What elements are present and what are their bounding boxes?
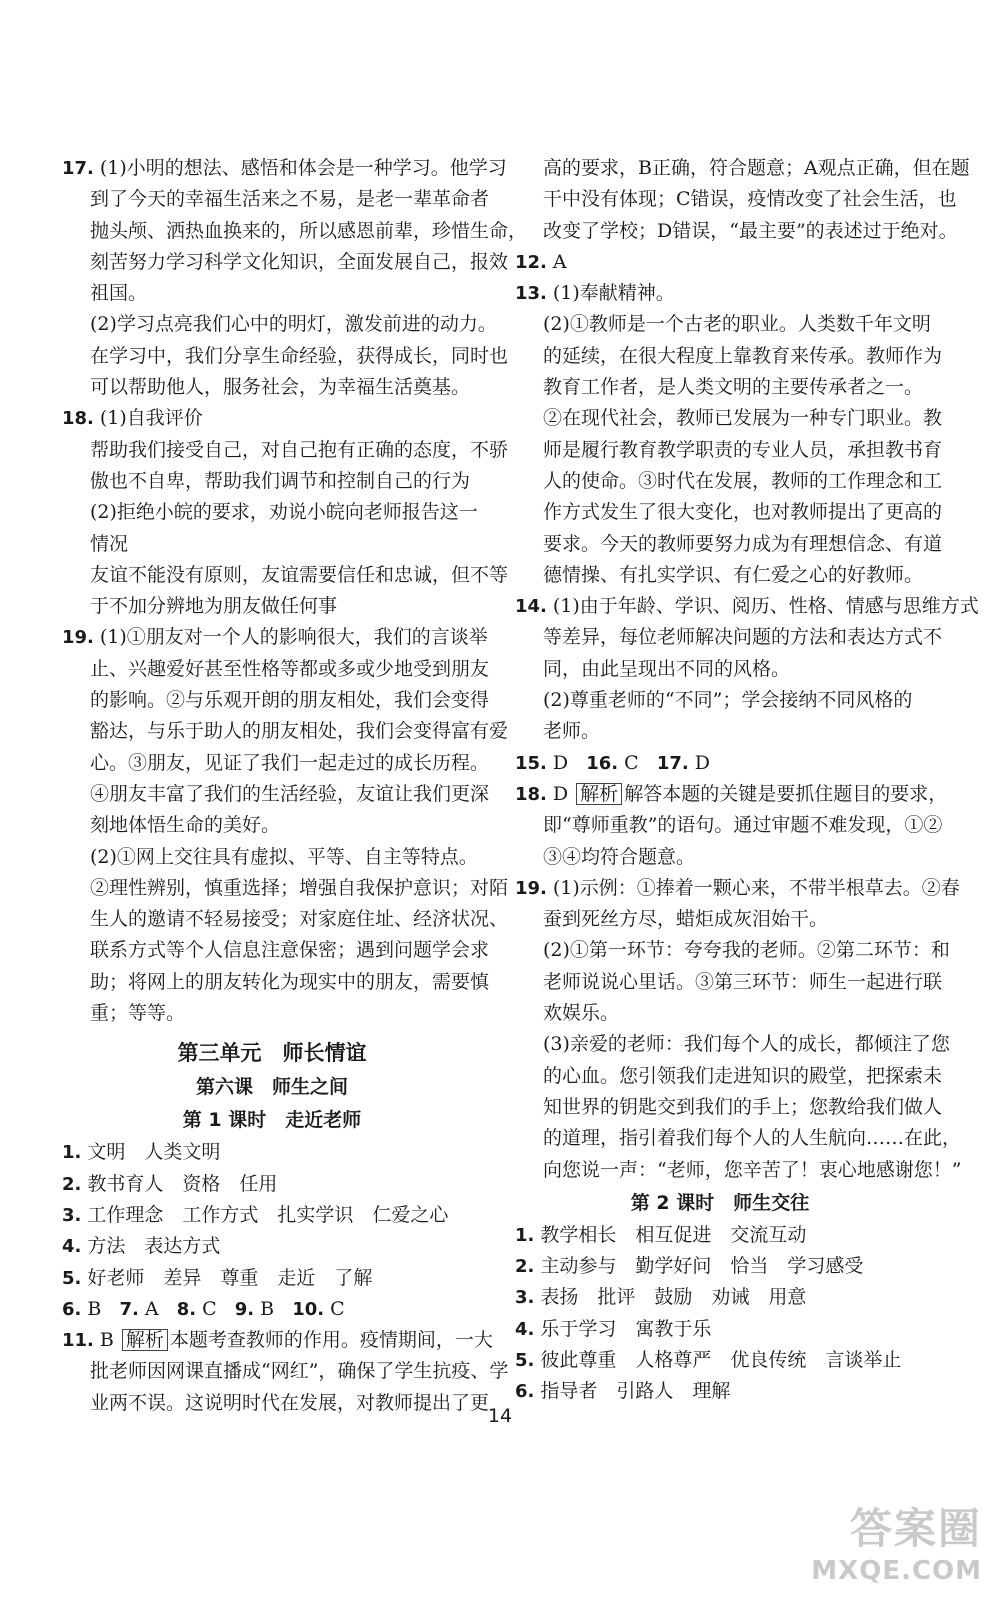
answer-text: 干中没有体现；C错误，疫情改变了社会生活，也 xyxy=(543,188,957,211)
answer-text: 德情操、有扎实学识、有仁爱之心的好教师。 xyxy=(543,563,924,586)
question-12 xyxy=(515,247,925,278)
list-item xyxy=(62,1231,482,1262)
answer-text: 欢娱乐。 xyxy=(543,1002,620,1025)
answer-text: 文明 人类文明 xyxy=(87,1141,221,1164)
question-number: 13. xyxy=(515,283,547,305)
analysis-tag: 解析 xyxy=(576,783,622,805)
answer-text: 指导者 引路人 理解 xyxy=(540,1380,731,1403)
question-number: 16. xyxy=(586,752,619,774)
question-number: 17. xyxy=(62,158,94,179)
question-14 xyxy=(515,591,979,747)
choice-answer: B xyxy=(99,1329,114,1352)
question-number: 8. xyxy=(176,1298,197,1320)
answer-text: 同，由此呈现出不同的风格。 xyxy=(543,657,791,680)
answer-text: 师是履行教育教学职责的专业人员，承担教书育 xyxy=(543,438,943,461)
answer-text: 要求。今天的教师要努力成为有理想信念、有道 xyxy=(543,532,943,555)
answer-text: 豁达，与乐于助人的朋友相处，我们会变得富有爱 xyxy=(90,720,509,743)
question-number: 2. xyxy=(515,1256,535,1278)
list-item xyxy=(515,1314,925,1345)
answer-text: (2)学习点亮我们心中的明灯，激发前进的动力。 xyxy=(90,313,497,336)
question-number: 5. xyxy=(515,1349,535,1371)
lesson-title: 第六课 师生之间 xyxy=(195,1076,348,1099)
answer-text: 主动参与 勤学好问 恰当 学习感受 xyxy=(540,1255,864,1278)
answer-text: 友谊不能没有原则，友谊需要信任和忠诚，但不等 xyxy=(90,563,509,586)
answer-text: 祖国。 xyxy=(90,282,148,305)
answer-text: 业两不误。这说明时代在发展，对教师提出了更 xyxy=(90,1391,490,1414)
question-18 xyxy=(62,403,509,622)
question-number: 14. xyxy=(515,596,547,618)
answer-text: 老师说说心里话。③第三环节：师生一起进行联 xyxy=(543,970,943,993)
question-number: 12. xyxy=(515,251,547,273)
question-number: 6. xyxy=(62,1298,82,1320)
choice-answer: C xyxy=(202,1297,217,1320)
answer-text: 老师。 xyxy=(543,720,601,743)
question-11-continued xyxy=(515,153,970,247)
answer-text: 教育工作者，是人类文明的主要传承者之一。 xyxy=(543,376,924,399)
session2-fill-blank-answers xyxy=(515,1220,925,1408)
answer-text: 的影响。②与乐观开朗的朋友相处，我们会变得 xyxy=(90,689,490,712)
question-number: 15. xyxy=(515,752,547,774)
answer-text: (2)拒绝小皖的要求，劝说小皖向老师报告这一 xyxy=(90,501,478,524)
answer-text: (2)①网上交往具有虚拟、平等、自主等特点。 xyxy=(90,845,478,868)
question-17 xyxy=(62,153,528,403)
list-item xyxy=(62,1169,482,1200)
answer-text: (1)示例：①捧着一颗心来，不带半根草去。②春 xyxy=(552,876,960,899)
answer-text: 刻地体悟生命的美好。 xyxy=(90,814,281,837)
question-number: 9. xyxy=(234,1298,255,1320)
answer-text: 方法 表达方式 xyxy=(87,1235,221,1258)
answer-text: 联系方式等个人信息注意保密；遇到问题学会求 xyxy=(90,939,490,962)
list-item xyxy=(62,1200,482,1231)
answer-text: (3)亲爱的老师：我们每个人的成长，都倾注了您 xyxy=(543,1033,950,1056)
answer-text: 工作理念 工作方式 扎实学识 仁爱之心 xyxy=(87,1203,449,1226)
answer-text: 改变了学校；D错误，“最主要”的表述过于绝对。 xyxy=(543,219,958,242)
choice-answer: D xyxy=(552,751,569,774)
question-number: 6. xyxy=(515,1381,535,1403)
question-number: 1. xyxy=(62,1142,82,1164)
answer-text: 于不加分辨地为朋友做任何事 xyxy=(90,595,338,618)
choice-answers-15-17 xyxy=(515,748,925,779)
question-number: 2. xyxy=(62,1173,82,1195)
right-column xyxy=(515,153,979,1408)
answer-text: ②在现代社会，教师已发展为一种专门职业。教 xyxy=(543,407,943,430)
answer-text: 好老师 差异 尊重 走近 了解 xyxy=(87,1266,373,1289)
choice-answer: B xyxy=(87,1297,102,1320)
answer-text: (1)由于年龄、学识、阅历、性格、情感与思维方式 xyxy=(552,595,979,618)
question-number: 10. xyxy=(292,1298,325,1320)
answer-text: 教学相长 相互促进 交流互动 xyxy=(540,1223,807,1246)
answer-text: (2)尊重老师的“不同”；学会接纳不同风格的 xyxy=(543,689,913,712)
analysis-tag: 解析 xyxy=(122,1329,168,1351)
answer-text: 止、兴趣爱好甚至性格等都或多或少地受到朋友 xyxy=(90,657,490,680)
answer-text: 教书育人 资格 任用 xyxy=(87,1172,278,1195)
answer-text: 可以帮助他人，服务社会，为幸福生活奠基。 xyxy=(90,376,471,399)
answer-text: (1)小明的想法、感悟和体会是一种学习。他学习 xyxy=(99,157,507,179)
question-18-right xyxy=(515,779,948,873)
answer-text: 生人的邀请不轻易接受；对家庭住址、经济状况、 xyxy=(90,908,509,931)
watermark-site: MXQE.COM xyxy=(811,1556,982,1586)
unit-title: 第三单元 师长情谊 xyxy=(177,1041,367,1066)
choice-answer: A xyxy=(144,1297,159,1320)
answer-text: 的延续，在很大程度上靠教育来传承。教师作为 xyxy=(543,344,943,367)
question-number: 18. xyxy=(62,408,94,430)
answer-text: 即“尊师重教”的语句。通过审题不难发现，①② xyxy=(543,814,943,837)
question-13 xyxy=(515,278,943,591)
answer-text: 傲也不自卑，帮助我们调节和控制自己的行为 xyxy=(90,469,471,492)
watermark-logo: 答案圈 xyxy=(849,1504,982,1553)
question-number: 5. xyxy=(62,1267,82,1289)
list-item xyxy=(515,1251,925,1282)
choice-answer: D xyxy=(694,751,710,774)
question-number: 19. xyxy=(62,627,94,649)
question-19 xyxy=(62,622,509,1029)
answer-text: (1)①朋友对一个人的影响很大，我们的言谈举 xyxy=(99,626,488,649)
answer-text: 助；将网上的朋友转化为现实中的朋友，需要慎 xyxy=(90,970,490,993)
answer-text: 知世界的钥匙交到我们的手上；您教给我们做人 xyxy=(543,1095,943,1118)
answer-text: 作方式发生了很大变化，也对教师提出了更高的 xyxy=(543,501,943,524)
question-number: 17. xyxy=(656,752,689,774)
answer-text: ②理性辨别，慎重选择；增强自我保护意识；对陌 xyxy=(90,876,509,899)
watermark xyxy=(811,1496,982,1586)
answer-text: 批老师因网课直播成“网红”，确保了学生抗疫、学 xyxy=(90,1360,509,1383)
answer-text: 本题考查教师的作用。疫情期间，一大 xyxy=(169,1329,493,1352)
choice-answers-6-10 xyxy=(62,1294,482,1325)
session-title: 第 1 课时 走近老师 xyxy=(182,1109,362,1132)
question-number: 4. xyxy=(62,1236,82,1258)
answer-text: 刻苦努力学习科学文化知识，全面发展自己，报效 xyxy=(90,250,509,273)
session1-fill-blank-answers xyxy=(62,1137,482,1293)
choice-answer: B xyxy=(260,1297,275,1320)
question-number: 7. xyxy=(119,1298,139,1320)
question-number: 3. xyxy=(515,1287,535,1309)
answer-text: 高的要求，B正确，符合题意；A观点正确，但在题 xyxy=(543,157,970,179)
question-number: 11. xyxy=(62,1330,94,1352)
list-item xyxy=(515,1282,925,1313)
choice-answer: C xyxy=(624,751,639,774)
session-title: 第 2 课时 师生交往 xyxy=(630,1191,810,1214)
answer-text: 在学习中，我们分享生命经验，获得成长，同时也 xyxy=(90,344,509,367)
question-number: 3. xyxy=(62,1204,82,1226)
answer-text: (1)奉献精神。 xyxy=(552,282,675,305)
answer-text: 解答本题的关键是要抓住题目的要求， xyxy=(624,782,948,805)
list-item xyxy=(515,1220,925,1251)
question-number: 19. xyxy=(515,877,547,899)
page-number: 14 xyxy=(487,1405,513,1427)
answer-text: 乐于学习 寓教于乐 xyxy=(540,1317,712,1340)
answer-text: 抛头颅、洒热血换来的，所以感恩前辈，珍惜生命， xyxy=(90,219,528,242)
answer-text: 重；等等。 xyxy=(90,1002,186,1025)
answer-text: 心。③朋友，见证了我们一起走过的成长历程。 xyxy=(90,751,490,774)
answer-text: (2)①第一环节：夸夸我的老师。②第二环节：和 xyxy=(543,939,950,962)
answer-text: 的道理，指引着我们每个人的人生航向……在此， xyxy=(543,1127,962,1150)
list-item xyxy=(62,1137,482,1168)
list-item xyxy=(62,1263,482,1294)
list-item xyxy=(515,1345,925,1376)
question-number: 4. xyxy=(515,1318,535,1340)
question-19-right xyxy=(515,873,962,1186)
answer-text: 等差异，每位老师解决问题的方法和表达方式不 xyxy=(543,626,943,649)
choice-answer: C xyxy=(330,1297,345,1320)
choice-answer: D xyxy=(552,782,569,805)
question-number: 1. xyxy=(515,1224,535,1246)
answer-text: 帮助我们接受自己，对自己抱有正确的态度，不骄 xyxy=(90,438,509,461)
answer-text: 表扬 批评 鼓励 劝诫 用意 xyxy=(540,1286,807,1309)
answer-text: (1)自我评价 xyxy=(99,407,203,430)
question-number: 18. xyxy=(515,783,547,805)
choice-answer: A xyxy=(552,250,567,273)
answer-text: 彼此尊重 人格尊严 优良传统 言谈举止 xyxy=(540,1348,902,1371)
answer-text: 到了今天的幸福生活来之不易，是老一辈革命者 xyxy=(90,188,490,211)
answer-text: 蚕到死丝方尽，蜡炬成灰泪始干。 xyxy=(543,908,829,931)
answer-text: (2)①教师是一个古老的职业。人类数千年文明 xyxy=(543,313,931,336)
answer-text: 向您说一声：“老师，您辛苦了！衷心地感谢您！” xyxy=(543,1158,962,1181)
answer-text: ③④均符合题意。 xyxy=(543,845,696,868)
answer-text: 情况 xyxy=(90,532,129,555)
list-item xyxy=(515,1376,925,1407)
answer-text: 人的使命。③时代在发展，教师的工作理念和工 xyxy=(543,469,943,492)
answer-text: 的心血。您引领我们走进知识的殿堂，把探索未 xyxy=(543,1064,943,1087)
answer-text: ④朋友丰富了我们的生活经验，友谊让我们更深 xyxy=(90,782,490,805)
